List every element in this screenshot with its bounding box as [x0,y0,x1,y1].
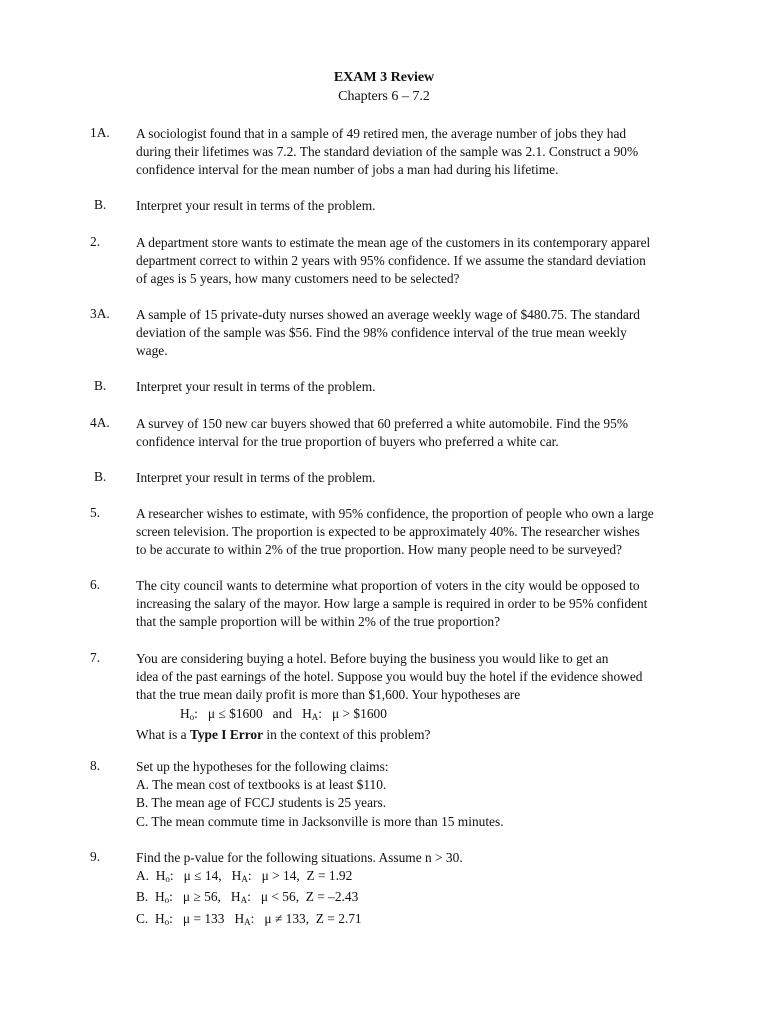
question-number: 1A. [90,125,110,140]
text-line: Interpret your result in terms of the problem. [136,379,376,394]
text-line: A survey of 150 new car buyers showed that 60 preferred a white automobile. Find the 95% [136,416,628,431]
text: : μ > 14, Z = 1.92 [247,868,353,884]
subscript: o [165,874,170,885]
text-line: Set up the hypotheses for the following claims: [136,759,389,774]
question-number: 7. [90,650,101,665]
subscript: o [189,711,195,722]
question-prompt [136,726,696,744]
question-number: 5. [90,505,101,520]
text-line: wage. [136,343,168,359]
question-text [136,650,696,744]
exam-subtitle: Chapters 6 – 7.2 [338,89,430,104]
subscript: A [240,895,248,906]
text: : μ ≥ 56, H [169,889,241,905]
text-line: department correct to within 2 years with 95% confidence. If we assume the standard deviation [136,253,646,269]
text-line: confidence interval for the mean number of jobs a man had during his lifetime. [136,162,559,178]
subscript: A [241,874,248,885]
question-number: 2. [90,234,101,249]
subscript: o [164,895,170,906]
text-line: A. The mean cost of textbooks is at least $110. [136,777,387,793]
text: A. H [136,868,166,884]
text-line: confidence interval for the true proportion of buyers who preferred a white car. [136,434,559,450]
question-text [136,505,696,560]
question-text [136,849,696,931]
question-number: 4A. [90,415,110,430]
text-line: C. The mean commute time in Jacksonville is more than 15 minutes. [136,813,504,829]
question-text [136,234,696,289]
bold-term: Type I Error [189,726,264,742]
text-line: of ages is 5 years, how many customers need to be selected? [136,271,460,287]
hypothesis-part [136,888,696,909]
subscript: A [244,916,251,927]
text-line: during their lifetimes was 7.2. The standard deviation of the sample was 2.1. Construct a 90% [136,144,639,160]
null-hypothesis-relation: : μ ≤ $1600 and [194,705,303,721]
text-line: increasing the salary of the mayor. How large a sample is required in order to be 95% confident [136,596,648,612]
text-line: screen television. The proportion is expected to be approximately 40%. The researcher wishes [136,524,640,540]
hypothesis-part [136,910,696,931]
question-text [136,577,696,632]
question-text [136,469,696,487]
text: : μ ≠ 133, Z = 2.71 [250,910,362,926]
alt-hypothesis-symbol: H [302,705,312,721]
text: : μ ≤ 14, H [169,868,242,884]
question-number: 3A. [90,306,110,321]
question-text [136,415,696,451]
text: in the context of this problem? [263,726,431,742]
question-text [136,378,696,396]
null-hypothesis-symbol: H [180,705,190,721]
text: C. H [136,910,165,926]
subscript: A [311,711,319,722]
question-text [136,306,696,361]
text-line: The city council wants to determine what proportion of voters in the city would be opposed to [136,578,640,593]
question-number: B. [94,197,107,212]
text-line: that the true mean daily profit is more than $1,600. Your hypotheses are [136,687,521,703]
text-line: that the sample proportion will be within 2% of the true proportion? [136,614,501,630]
text: What is a [136,726,190,742]
text-line: You are considering buying a hotel. Before buying the business you would like to get an [136,651,609,666]
subscript: o [164,916,170,927]
question-number: B. [94,469,107,484]
text: : μ = 133 H [169,910,245,926]
text-line: Interpret your result in terms of the problem. [136,198,376,213]
question-number: 8. [90,758,101,773]
hypothesis-part [136,867,696,888]
text-line: B. The mean age of FCCJ students is 25 years. [136,795,387,811]
question-text [136,758,696,831]
question-number: B. [94,378,107,393]
question-text [136,197,696,215]
text-line: deviation of the sample was $56. Find the 98% confidence interval of the true mean weekly [136,325,627,341]
hypotheses-line [136,705,696,726]
text-line: Interpret your result in terms of the problem. [136,470,376,485]
text: B. H [136,889,165,905]
text: : μ < 56, Z = –2.43 [247,889,359,905]
text-line: A researcher wishes to estimate, with 95% confidence, the proportion of people who own a large [136,506,654,521]
text-line: A department store wants to estimate the mean age of the customers in its contemporary apparel [136,235,651,250]
text-line: Find the p-value for the following situations. Assume n > 30. [136,850,463,865]
question-number: 6. [90,577,101,592]
text-line: A sociologist found that in a sample of 49 retired men, the average number of jobs they had [136,126,627,141]
text-line: to be accurate to within 2% of the true proportion. How many people need to be surveyed? [136,542,622,558]
question-number: 9. [90,849,101,864]
alt-hypothesis-relation: : μ > $1600 [318,705,387,721]
text-line: idea of the past earnings of the hotel. Suppose you would buy the hotel if the evidence showed [136,669,643,685]
question-text [136,125,696,180]
text-line: A sample of 15 private-duty nurses showed an average weekly wage of $480.75. The standard [136,307,640,322]
exam-title: EXAM 3 Review [333,70,435,85]
